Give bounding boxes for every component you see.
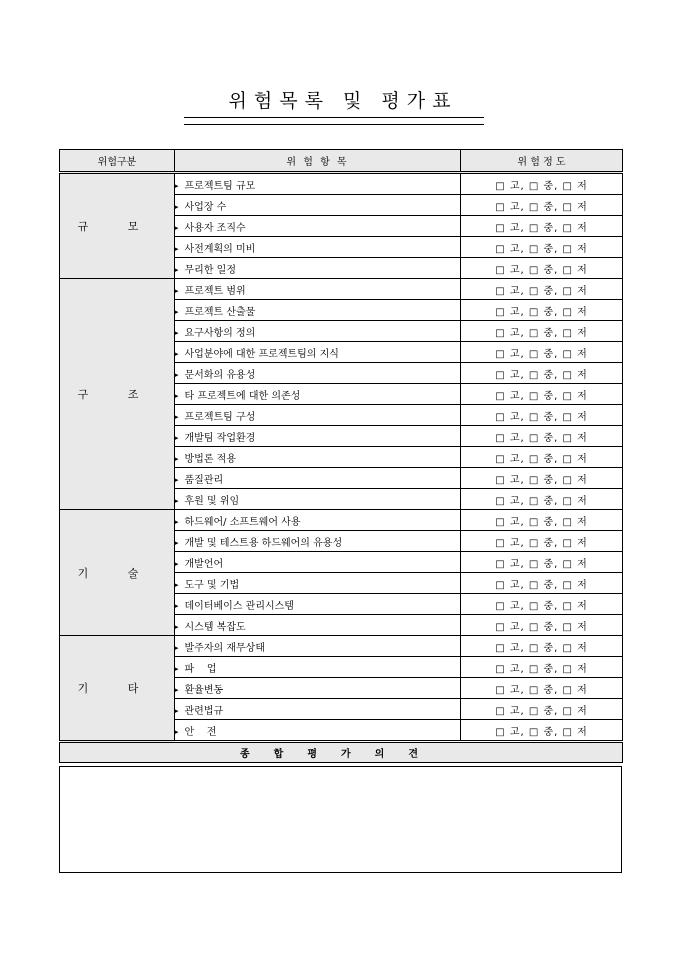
risk-item-label: 프로젝트팀 구성 (184, 411, 256, 423)
risk-level-checkboxes[interactable]: □ 고, □ 중, □ 저 (461, 237, 623, 258)
bullet-icon: ▸ (175, 643, 179, 652)
risk-level-checkboxes[interactable]: □ 고, □ 중, □ 저 (461, 552, 623, 573)
bullet-icon: ▸ (175, 202, 179, 211)
risk-item-cell (175, 678, 461, 699)
bullet-icon: ▸ (175, 580, 179, 589)
risk-level-checkboxes[interactable]: □ 고, □ 중, □ 저 (461, 447, 623, 468)
risk-category-cell: 기 술 (60, 510, 175, 636)
risk-item-cell (175, 363, 461, 384)
risk-item-cell (175, 342, 461, 363)
risk-level-checkboxes[interactable]: □ 고, □ 중, □ 저 (461, 615, 623, 636)
risk-item-label: 프로젝트팀 규모 (184, 180, 256, 192)
bullet-icon: ▸ (175, 475, 179, 484)
risk-item-label: 개발 및 테스트용 하드웨어의 유용성 (184, 537, 343, 549)
risk-level-checkboxes[interactable]: □ 고, □ 중, □ 저 (461, 216, 623, 237)
risk-item-label: 타 프로젝트에 대한 의존성 (184, 390, 301, 402)
risk-item-label: 관련법규 (184, 705, 224, 717)
bullet-icon: ▸ (175, 307, 179, 316)
bullet-icon: ▸ (175, 244, 179, 253)
risk-item-label: 문서화의 유용성 (184, 369, 256, 381)
bullet-icon: ▸ (175, 664, 179, 673)
risk-item-cell (175, 173, 461, 195)
risk-item-label: 데이터베이스 관리시스템 (184, 600, 294, 612)
risk-item-cell (175, 636, 461, 657)
title-double-underline (184, 117, 484, 125)
risk-level-checkboxes[interactable]: □ 고, □ 중, □ 저 (461, 321, 623, 342)
risk-item-cell (175, 237, 461, 258)
bullet-icon: ▸ (175, 265, 179, 274)
risk-item-label: 환율변동 (184, 684, 224, 696)
bullet-icon: ▸ (175, 286, 179, 295)
risk-level-checkboxes[interactable]: □ 고, □ 중, □ 저 (461, 720, 623, 742)
risk-item-cell (175, 447, 461, 468)
risk-item-label: 하드웨어/ 소프트웨어 사용 (184, 516, 301, 528)
risk-item-cell (175, 615, 461, 636)
risk-level-checkboxes[interactable]: □ 고, □ 중, □ 저 (461, 510, 623, 531)
bullet-icon: ▸ (175, 538, 179, 547)
risk-item-cell (175, 657, 461, 678)
risk-item-label: 프로젝트 산출물 (184, 306, 256, 318)
risk-item-cell (175, 195, 461, 216)
risk-item-cell (175, 489, 461, 510)
risk-item-cell (175, 426, 461, 447)
risk-level-checkboxes[interactable]: □ 고, □ 중, □ 저 (461, 258, 623, 279)
header-risk-level: 위 험 정 도 (461, 150, 623, 173)
risk-item-cell (175, 552, 461, 573)
risk-row (60, 279, 623, 300)
risk-item-label: 안 전 (184, 726, 217, 738)
risk-item-label: 프로젝트 범위 (184, 285, 246, 297)
risk-level-checkboxes[interactable]: □ 고, □ 중, □ 저 (461, 279, 623, 300)
bullet-icon: ▸ (175, 454, 179, 463)
bullet-icon: ▸ (175, 706, 179, 715)
risk-item-cell (175, 216, 461, 237)
risk-item-label: 개발팀 작업환경 (184, 432, 256, 444)
risk-item-label: 발주자의 재무상태 (184, 642, 265, 654)
risk-row (60, 636, 623, 657)
bullet-icon: ▸ (175, 496, 179, 505)
risk-category-cell: 기 타 (60, 636, 175, 742)
risk-item-label: 사업장 수 (184, 201, 227, 213)
risk-item-cell (175, 573, 461, 594)
risk-level-checkboxes[interactable]: □ 고, □ 중, □ 저 (461, 636, 623, 657)
risk-item-label: 방법론 적용 (184, 453, 236, 465)
bullet-icon: ▸ (175, 349, 179, 358)
risk-level-checkboxes[interactable]: □ 고, □ 중, □ 저 (461, 489, 623, 510)
risk-item-cell (175, 321, 461, 342)
risk-item-label: 사전계획의 미비 (184, 243, 256, 255)
risk-item-label: 파 업 (184, 663, 217, 675)
risk-row (60, 510, 623, 531)
bullet-icon: ▸ (175, 328, 179, 337)
risk-level-checkboxes[interactable]: □ 고, □ 중, □ 저 (461, 699, 623, 720)
risk-item-label: 사용자 조직수 (184, 222, 246, 234)
risk-item-cell (175, 279, 461, 300)
risk-level-checkboxes[interactable]: □ 고, □ 중, □ 저 (461, 363, 623, 384)
risk-item-cell (175, 468, 461, 489)
risk-item-cell (175, 594, 461, 615)
bullet-icon: ▸ (175, 391, 179, 400)
bullet-icon: ▸ (175, 181, 179, 190)
table-header-row (60, 150, 623, 173)
bullet-icon: ▸ (175, 601, 179, 610)
bullet-icon: ▸ (175, 433, 179, 442)
risk-item-cell (175, 384, 461, 405)
risk-level-checkboxes[interactable]: □ 고, □ 중, □ 저 (461, 405, 623, 426)
bullet-icon: ▸ (175, 223, 179, 232)
risk-item-label: 후원 및 위임 (184, 495, 240, 507)
risk-category-cell: 규 모 (60, 173, 175, 279)
bullet-icon: ▸ (175, 685, 179, 694)
risk-level-checkboxes[interactable]: □ 고, □ 중, □ 저 (461, 657, 623, 678)
risk-level-checkboxes[interactable]: □ 고, □ 중, □ 저 (461, 195, 623, 216)
risk-item-label: 도구 및 기법 (184, 579, 240, 591)
bullet-icon: ▸ (175, 412, 179, 421)
risk-item-label: 시스템 복잡도 (184, 621, 246, 633)
header-risk-category: 위험구분 (60, 150, 175, 173)
header-risk-item: 위 험 항 목 (175, 150, 461, 173)
risk-level-checkboxes[interactable]: □ 고, □ 중, □ 저 (461, 173, 623, 195)
risk-item-cell (175, 531, 461, 552)
risk-item-label: 개발언어 (184, 558, 224, 570)
risk-item-cell (175, 405, 461, 426)
bullet-icon: ▸ (175, 370, 179, 379)
risk-level-checkboxes[interactable]: □ 고, □ 중, □ 저 (461, 468, 623, 489)
risk-item-cell (175, 699, 461, 720)
bullet-icon: ▸ (175, 727, 179, 736)
risk-level-checkboxes[interactable]: □ 고, □ 중, □ 저 (461, 594, 623, 615)
risk-level-checkboxes[interactable]: □ 고, □ 중, □ 저 (461, 678, 623, 699)
risk-item-label: 요구사항의 정의 (184, 327, 256, 339)
risk-item-label: 무리한 일정 (184, 264, 236, 276)
risk-item-label: 사업분야에 대한 프로젝트팀의 지식 (184, 348, 339, 360)
summary-heading: 종합평가의견 (60, 742, 623, 763)
overall-opinion-box[interactable] (59, 766, 622, 873)
document-title: 위험목록 및 평가표 (228, 90, 458, 112)
risk-item-cell (175, 720, 461, 742)
risk-item-label: 품질관리 (184, 474, 224, 486)
risk-level-checkboxes[interactable]: □ 고, □ 중, □ 저 (461, 384, 623, 405)
risk-item-cell (175, 258, 461, 279)
risk-row (60, 173, 623, 195)
risk-item-cell (175, 510, 461, 531)
summary-row (60, 742, 623, 763)
risk-level-checkboxes[interactable]: □ 고, □ 중, □ 저 (461, 573, 623, 594)
risk-category-cell: 구 조 (60, 279, 175, 510)
risk-level-checkboxes[interactable]: □ 고, □ 중, □ 저 (461, 300, 623, 321)
risk-evaluation-table (59, 149, 623, 763)
risk-level-checkboxes[interactable]: □ 고, □ 중, □ 저 (461, 531, 623, 552)
risk-item-cell (175, 300, 461, 321)
risk-level-checkboxes[interactable]: □ 고, □ 중, □ 저 (461, 342, 623, 363)
bullet-icon: ▸ (175, 559, 179, 568)
bullet-icon: ▸ (175, 622, 179, 631)
risk-level-checkboxes[interactable]: □ 고, □ 중, □ 저 (461, 426, 623, 447)
bullet-icon: ▸ (175, 517, 179, 526)
